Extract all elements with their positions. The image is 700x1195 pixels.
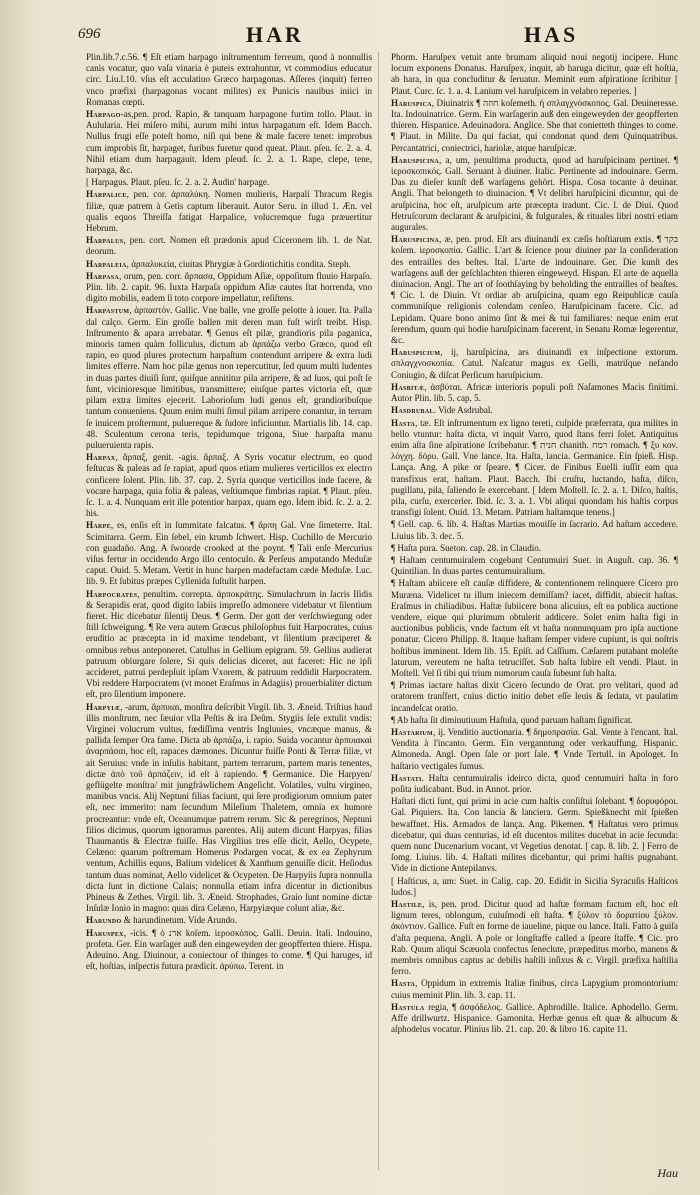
entry-text: , ἁρπαστόν. Gallic. Vne balle, vne groſſe pelotte à iouer. Ita. Palla dal calço. Germ. Ein groſſe ballen mit deren man fuſt wirſt treibt. Hisp. Inſtrumento & apara arrebatar. ¶ Genus eſt pilæ, grandioris pila paganica, minoris tamen quàm folliculus, dictum ab ἁρπάζω verbo Græco, quod eſt rapio, eo quod plures protectum harpaſtum contendunt arripere & extra ludi limites efferre. Nam hoc pilæ genus non repercutitur, ſed quum multi ludentes in duas partes diuiſi ſunt, quiſque annititur pila arripere, & ad ſuos, qui poſt ſe ſunt, vicinioresque limitibus, transmittere; eiuſque partes victoria eſt, quæ pilam extra limites ejecerit. Laborioſum ludi genus eſt, grandioribuſque tantum conueniens. Quum enim multi ſimul pilam arripere conantur, in terram ſe inuicem proſternunt, puluereque & ſudore inficiuntur. Martialis lib. 14. cap. 48. Sculentum cerona teris, tepidumque trigona, Siue harpaſta manu pulueruienta rapis. <box>86 305 372 450</box>
entry-headword: Haruspicina <box>391 234 440 245</box>
entry-text: ¶ Gell. cap. 6. lib. 4. Haſtas Martias mouiſſe in ſacrario. Ad haſtam accedere. Liuius lib. 3. dec. 5. <box>391 519 678 541</box>
entry-text: , tæ. Eſt inſtrumentum ex ligno tereti, cuſpide præferrata, qua milites in bello vtuntur: haſta dicta, vt inquit Varro, quod ſtans ferri ſolet. Antiquitus enim aſta ſine aſpiratione ſcribebatur. ¶ חנית chanith. רמח romach. ¶ ξυ κον. λόγχη. δόρυ. Gall. Vne lance. Ita. Haſta, lancia. Germanice. Ein ſpieß. Hisp. Lança. Ang. A pike or ſpeare. ¶ Cicer. de Finibus Euelli iuſſit eam qua transfixus erat, haſtam. Plaut. Bacch. Ibi cruſtu, luctando, haſta, diſco, pugillatu, pila, ſaliendo ſe exercebant. [ Idem Moſtell. ſc. 2. a. 1. Diſco, haſtis, pila, curſu, exercerier. Ibid. ſc. 3. a. 1. Vbi aliqui quondam his haſtis corpus transfigi ſolent. Ouid. 13. Metam. Patriam haſtamque tenens.] <box>391 417 678 518</box>
dictionary-columns <box>86 52 678 1170</box>
entry-headword: Harpaleia <box>86 258 127 269</box>
entry-text: regia, ¶ ἀσφόδελος. Gallice. Aphrodille. Italice. Aphodello. Germ. Affe drillwurtz. Hispanice. Gamonita. Herbæ genus eſt quæ & albucum & aſphodelus vocatur. Plinius lib. 21. cap. 20. & libro 16. capite 11. <box>391 1001 678 1035</box>
catchword: Hau <box>657 1166 678 1180</box>
entry-text: , pen. cort. Nomen eſt prædonis apud Ciceronem lib. 1. de Nat. deorum. <box>86 235 372 257</box>
entry-headword: Harpalus <box>86 235 124 246</box>
entry-headword: Harpax <box>86 452 116 463</box>
entry-text: ¶ Ab haſta ſit diminutiuum Haſtula, quod paruam haſtam ſignificat. <box>391 714 633 725</box>
entry-headword: Hasbitæ <box>391 381 425 392</box>
entry-text: , penultim. correpta. ἁρποκράτης. Simulachrum in ſacris Iſidis & Serapidis erat, quod digito labiis impreſſo admonere videbatur vt ſilentium fieret. Hic dicebatur ſilentij Deus. ¶ Germ. Der gott der verſchwiegung oder ſtill ſchweigung. ¶ Re vera autem Græcus philoſophus fuit Harpocrates, cuius eruditio ac præcepta in id maxime tendebant, vt ſilentium præciperet & omnibus rebus anteponeret. Catullus in Gellium epigram. 59. Gellius audierat patruum obiurgare ſolere, Si quis delicias diceret, aut faceret: Hic ne ipſi accideret, patrui perdepſuit ipſam Vxorem, & patruum reddidit Harpocratem. Vbi reddere Harpocratem (vt monet Eraſmus in Adagiis) prouerbialiter dictum eſt, pro ſilentium imponere. <box>86 588 372 700</box>
dictionary-entry <box>391 347 678 381</box>
running-head-right: HAS <box>524 22 579 47</box>
entry-headword: Harpocrates <box>86 588 138 599</box>
dictionary-entry <box>391 876 678 898</box>
entry-headword: Hasdrubal <box>391 405 434 416</box>
entry-text: ¶ Haſta pura. Sueton. cap. 28. in Claudio. <box>391 542 542 553</box>
dictionary-entry <box>86 235 372 257</box>
dictionary-entry <box>391 899 678 977</box>
dictionary-entry <box>391 715 678 726</box>
dictionary-entry <box>391 418 678 519</box>
dictionary-entry <box>86 452 372 519</box>
entry-text: , Oppidum in extremis Italiæ finibus, circa Lapygium promontorium: cuius meminit Plin. lib. 3. cap. 11. <box>391 978 678 1000</box>
dictionary-entry <box>391 405 678 416</box>
entry-text: ¶ Haſtam abiicere eſt cauſæ diffidere, & contentionem relinquere Cicero pro Muræna. Videlicet tu illum iniecem demiſſam? iacet, diffidit, abiecit haſtas. Eraſmus in chiliadibus. Haſtæ ſubiicere bona alicuius, eſt ea publica auctione vendere, eique qui plurimum obtulerit addicere. Solet enim haſta figi in auctionibus publicis, vnde factum eſt vt haſta nonnunquam pro ipſa auctione ponatur. Cicero Philipp. 8. Itaque haſtam ſemper videre cupiunt, is qui noſtris hoſtibus imminent. Idem lib. 15. Epiſt. ad Caſſium. Cæſarem putabant moleſte laturum, vereutem ne haſta tetruciſſet. Sub haſta ſubire eſt vendi. Plaut. in Moſtell. Vel ſi tibi qui trium numorum cauſa ſubeunt ſub haſta. <box>391 578 678 678</box>
entry-text: Haſtati dicti ſunt, qui primi in acie cum haſtis conſiſtui ſolebant. ¶ δορυφόροι. Gal. Piquiers. Ita. Con lancia & lanciera. Germ. Spießknecht mit ſpießen bewaffnet. His. Armados de lança. Ang. Pikemen. ¶ Haſtatus vero primus dicebatur, qui duas centurias, id eſt ducentos milites ducebat in acie ſecunda: quem nunc Ducenarium vocant, vt Vegetius denotat. [ cap. 8. lib. 2. ] Ferro de ſomg. Liuius. lib. 4. Haſtati milites dicebantur, qui primi haſtis pugnabant. Vide in dictione Antepilanvs. <box>391 796 678 874</box>
entry-text: Plin.lib.7.c.56. ¶ Eſt etiam harpago inſtrumentum ferreum, quod à nonnullis canis vocatur, quo vaſa vinaria è puteis extrahuntur, vt commodius educatur circ. Liu.l.10. vſus eſt acculatiuo Græco harpagonas. Aſſeres (inquit) ferreo vnco præfixi (harpagonas vocant milites) ex Punicis nauibus iniici in Romanas cœpti. <box>86 52 372 107</box>
entry-headword: Harpe <box>86 520 111 531</box>
entry-text: , orum, pen. corr. ἅρπασα, Oppidum Aſiæ, oppoſitum fluuio Harpaſo. Plin. lib. 2. capit. 96. Iuxta Harpaſa oppidum Aſiæ cautes ſtat horrenda, vno digito mobilis, eadem ſi toto corpore impellatur, reſiſtens. <box>86 270 372 304</box>
left-column <box>86 52 379 1170</box>
dictionary-entry <box>86 52 372 108</box>
entry-headword: Hasta <box>391 978 416 989</box>
entry-text: [ Haſticus, a, um: Suet. in Calig. cap. 20. Edidit in Sicilia Syracuſis Haſticos ludos.] <box>391 875 678 897</box>
entry-text: , pen. cor. ἁρπαλύκη. Nomen mulieris, Harpali Thracum Regis filiæ, quæ patrem à Getis captum liberauit. Autor Seru. in illud 1. Æn. vel qualis equos Threiſſa fatigat Harpalice, volucremque fuga præuertitur Hebrum. <box>86 189 372 234</box>
dictionary-entry <box>86 271 372 305</box>
entry-text: ¶ Primas iactare haſtas dixit Cicero ſecundo de Orat. pro velitari, quod ad oratorem tranſfert, cuius dictio initio debet eſſe leuis & ſedata, vt paulatim incandeſcat oratio. <box>391 680 678 713</box>
entry-text: , ἀσβύται. Africæ interioris populi poſt Naſamones Macis finitimi. Autor Plin. lib. 5. cap. 5. <box>391 381 678 404</box>
entry-headword: Haruspex <box>86 927 124 938</box>
dictionary-entry <box>391 519 678 541</box>
entry-headword: Harpalice <box>86 189 127 200</box>
entry-text: , Diuinatrix ¶ חוזה koſemeth. ἡ σπλαγχνόσκοπος. Gal. Deuineresse. Ita. Indouinatrice. Germ. Ein warſagerin auß den eingeweyden der geopfferten thieren. Hispanice. Adeuinadora. Anglice. She that conietteth thinges to come. ¶ Plaut. in Milite. Da qui faciat, qui condonat quod dem Quinquatribus. Percantatrici, coniectrici, hariolæ, atque haruſpicæ. <box>391 97 678 153</box>
entry-headword: Harpyiæ <box>86 701 121 712</box>
entry-text: , es, enſis eſt in ſummitate falcatus. ¶ ἅρπη Gal. Vne ſimeterre. Ital. Scimitarra. Germ. Ein ſebel, ein krumb ſchwert. Hisp. Cuchillo de Mercurio con guadaño. Ang. A ſwoorde crooked at the poynt. ¶ Tali enſe Mercurius viſus fertur in occidendo Argo illo centoculo. & Perſeus amputando Meduſæ caput. Ouid. 5. Metam. Vertit in hunc harpen madefactam cæde Meduſæ. Luc. lib. 9. Et ſubitus præpes Cyllenida ſuſtulit harpen. <box>86 520 372 587</box>
entry-headword: Haruspicina <box>391 154 440 165</box>
page-header <box>38 0 686 47</box>
entry-headword: Haruspica <box>391 97 432 108</box>
dictionary-entry <box>391 52 678 97</box>
dictionary-entry <box>391 978 678 1000</box>
dictionary-entry <box>86 109 372 176</box>
entry-text: , a, um, penultima producta, quod ad haruſpicinam pertinet. ¶ ἱεροσκοπικός. Gall. Seruant à diuiner. Italic. Pertinente ad indouinare. Germ. Das zu dieſer kunſt deß warſagens gehört. Hispa. Cosa tocante à deuinar. Angli. That belongeth to diuinacion. ¶ Vt delibri haruſpicini dicuntur, qui de aruſpicina, hoc eſt, aruſpicum arte præcepta tradunt. Cic. l. de Diui. Quod Hetruſcorum declarant & aruſpicini, & fulgurales, & rituales libri nostri etiam augurales. <box>391 154 678 233</box>
dictionary-entry <box>391 773 678 795</box>
entry-headword: Hastarium <box>391 726 433 737</box>
entry-text: [ Harpagus. Plaut. pſeu. ſc. 2. a. 2. Audin' harpage. <box>86 177 270 188</box>
entry-text: , -arum, ἅρπυιαι, monſtra deſcribit Virgil. lib. 3. Æneid. Triſtius haud illis monſtrum, nec ſæuior vlla Peſtis & ira Deûm. Stygiis ſeſe extulit vndis: Virginei volucrum vultus, fœdiſſima ventris Ingluuies, vncæque manus, & pallida ſemper Ora fame. Dicta ab ἁρπάζω, i. rapio. Suida vocantur ἁρπυιακαὶ ἀναρπάσαι, hoc eſt, rapaces dæmones. Dicuntur fuiſſe Ponti & Terræ filiæ, vt ait Seruius: vnde in inſulis habitant, partem terrarum, partem maris tenentes, dictæ ἀπὸ τοῦ ἁρπάζειν, id eſt à rapiendo. ¶ Germanice. Die Harpyen/ geflügelte monſtra/ mit jungfräwlichem Angeſicht. Volatiles, vultu virgineo, manibus vncis. Alij Neptuni filias faciunt, qui ſere prodigiorum omnium pater eſt, nec immerito: nam ſecundum Mileſium Thaletem, omnia ex humore procreantur: vnde eſt, Oceanumque patrem rerum. Sic & peregrinos, Neptuni filios dicimus, quorum ignoramus parentes. Alij autem dicunt Harpyas, filias Thaumantis & Electræ fuiſſe. Has Virgilius tres eſſe dicit, Aello, Ocypete, Celæno: quarum poſtremam Homerus Podargen vocat, & ex ea Zephyrum ventum, Achillis equos, Balium videlicet & Xanthum genuiſſe dicit. Heſiodus tantum duas nominat, Aello videlicet & Ocypeten. De Harpyiis ſupra nonnulla dicta ſunt in dictione Calais; nonnulla etiam infra dicentur in dictionibus Phineus & Zethes. Virgil. lib. 3. Æneid. Strophades, Graio ſunt nomine dictæ Inſulæ Ionio in magno: quas dira Celæno, Harpyiæque colunt aliæ, &c. <box>86 701 372 914</box>
entry-text: , ij. Venditio auctionaria. ¶ δημοπρασία. Gal. Vente à l'encant. Ital. Vendita à l'incanto. Germ. Ein verganntung oder verkauffung. Hispanic. Almoneda. Angl. Open ſale or port ſale. ¶ Vnde Tertull. in Apologet. In haſtario vectigales ſumus. <box>391 726 678 771</box>
dictionary-entry <box>391 382 678 404</box>
dictionary-entry <box>391 680 678 714</box>
dictionary-entry <box>391 155 678 233</box>
entry-text: , æ, pen. prod. Eſt ars diuinandi ex cæſis hoſtiarum extis. ¶ בקר koſem. ἱεροσκοπία. Gallic. L'art & ſcience pour diuiner par la conſideration des entrailles des beſtes. Ital. L'arte de indouinare. Ger. Die kunſt des warſagens auß der geſchlachten thieren eingeweyd. Hispan. El arte de aquella diuinacion. Angl. The art of ſoothſaying by beholding the entrailles of beaſtes. ¶ Cic. l. de Diuin. Vt ordiar ab aruſpicina, quam ego Reipublicæ cauſa communiſque religionis colendam cenſeo. Haruſpicinam facere. Cic. ad Lepidam. Quare bono animo ſint & mei & tui familiares: neque enim erat ſerendum, quum qui hodie haruſpicinam facerent, in Senatu Romæ legerentur, &c. <box>391 234 678 346</box>
dictionary-entry <box>391 543 678 554</box>
page-number: 696 <box>78 26 101 42</box>
dictionary-entry <box>86 259 372 270</box>
dictionary-entry <box>391 1002 678 1036</box>
entry-text: . Vide Asdrubal. <box>433 405 493 416</box>
entry-headword: Harundo <box>86 915 122 926</box>
entry-headword: Hastile <box>391 899 423 910</box>
entry-text: & harundinetum. Vide Arundo. <box>121 915 237 926</box>
right-column <box>391 52 678 1170</box>
dictionary-entry <box>391 578 678 679</box>
entry-text: , ἁρπαλυκεία, ciuitas Phrygiæ à Gordiotichitis condita. Steph. <box>126 258 351 269</box>
entry-headword: Harpasa <box>86 270 120 281</box>
dictionary-entry <box>391 727 678 772</box>
entry-headword: Harpago <box>86 109 121 120</box>
dictionary-entry <box>86 189 372 234</box>
entry-text: , -icis. ¶ ὁ ארנ koſem. ἱεροσκόπος. Galli. Deuin. Itali. Indouino, profeta. Ger. Ein warſager auß den eingeweyden der geopfferten thiere. Hispa. Adeuino. Ang. Diuinour, a coniectour of thinges to come. ¶ Qui haruges, id eſt, hoſtias, inſpectis futura prædicit. ἀρύπω. Terent. in <box>86 927 372 972</box>
dictionary-entry <box>391 796 678 874</box>
dictionary-entry <box>86 520 372 587</box>
dictionary-entry <box>86 305 372 451</box>
entry-text: . Haſta centumuiralis ideirco dicta, quod centumuiri haſta in foro poſita iudicabant. Bud. in Annot. prior. <box>391 772 678 794</box>
entry-text: , ij, haruſpicina, ars diuinandi ex inſpectione extorum. σπλαγχνοσκοπία. Catul. Naſcatur magus ex Gelli, matriſque nefando Coniugio, & diſcat Perſicum haruſpicium. <box>391 347 678 380</box>
entry-headword: Hastati <box>391 772 422 783</box>
entry-headword: Haruspicium <box>391 347 441 358</box>
dictionary-entry <box>391 234 678 346</box>
entry-text: Phorm. Haruſpex vetuit ante brumam aliquid noui negotij incipere. Hunc locum exponens Donatus. Haruſpex, inquit, ab haruga dicitur, quæ eſt hoſtia, ab hara, in qua concluditur & ſeruatur. Meminit eum aſpiratione ſcribitur [ Plaut. Curc. ſc. 1. a. 4. Lanium vel haruſpicem in velabro reperies. ] <box>391 52 678 96</box>
dictionary-entry <box>86 928 372 973</box>
dictionary-entry <box>86 589 372 701</box>
dictionary-entry <box>391 555 678 577</box>
entry-text: ¶ Haſtam centumuiralem cogebant Centumuiri Suet. in Auguſt. cap. 36. ¶ Quintilian. In duas partes centumuiralium. <box>391 554 678 577</box>
dictionary-entry <box>86 702 372 915</box>
dictionary-entry <box>86 177 372 188</box>
entry-headword: Hastula <box>391 1001 425 1012</box>
entry-headword: Hasta <box>391 417 416 428</box>
dictionary-entry <box>391 98 678 154</box>
entry-text: , is, pen. prod. Dicitur quod ad haſtæ formam factum eſt, hoc eſt lignum teres, oblongum, cuiuſmodi eſt haſta. ¶ ξύλον τὸ δορατίου ξύλον. ἀκόντιον. Gallice. Fuſt en forme de iaueline, pique ou lance. Itali. Fatto à guiſa d'aſta pequena. Angli. A pole or longſtaffe called a ſpeare ſtaffe. ¶ Cic. pro Rab. Quum aliqui Scæuola confectus ſeneclute, præpeditus morbo, manens & membris omnibus captus ac debilis haſtili inſixus & c. Virgil. præfixa haſtilia ferro. <box>391 899 678 977</box>
entry-headword: Harpastum <box>86 305 130 316</box>
entry-text: -as,pen. prod. Rapio, & tanquam harpagone furtim tollo. Plaut. in Aulularia. Hei miſero mihi, aurum mihi intus harpagatum eſt. Idem Bacch. Nullus frugi eſſe poteſt homo, niſi qui bene & male facere tenet: improbus cum improbis ſit, harpaget, furibus furetur quod queat. Plaut. pſeu. ſc. 2. a. 4. Nihil etiam dum harpagauit. Idem pſeud. ſc. 2. a. 1. Rape, clepe, tene, harpaga, &c. <box>86 109 372 176</box>
entry-text: , ἅρπαξ, genit. -agis. ἅρπαξ. A Syris vocatur electrum, eo quod feſtucas & paleas ad ſe rapiat, apud quos etiam mulieres verticillos ex electro conficere ſolent. Plin. lib. 37. cap. 2. Syria quoque verticillos inde facere, & vocare harpaga, quia folia & paleas, veſtiumque fimbrias rapiat. ¶ Plaut. pſeu. ſc. 1. a. 4. Nunquam erit ille potentior harpax, quam ego. Idem ibid. ſc. 2. a. 2. his. <box>86 452 372 519</box>
running-head-left: HAR <box>246 22 304 47</box>
dictionary-entry <box>86 915 372 926</box>
